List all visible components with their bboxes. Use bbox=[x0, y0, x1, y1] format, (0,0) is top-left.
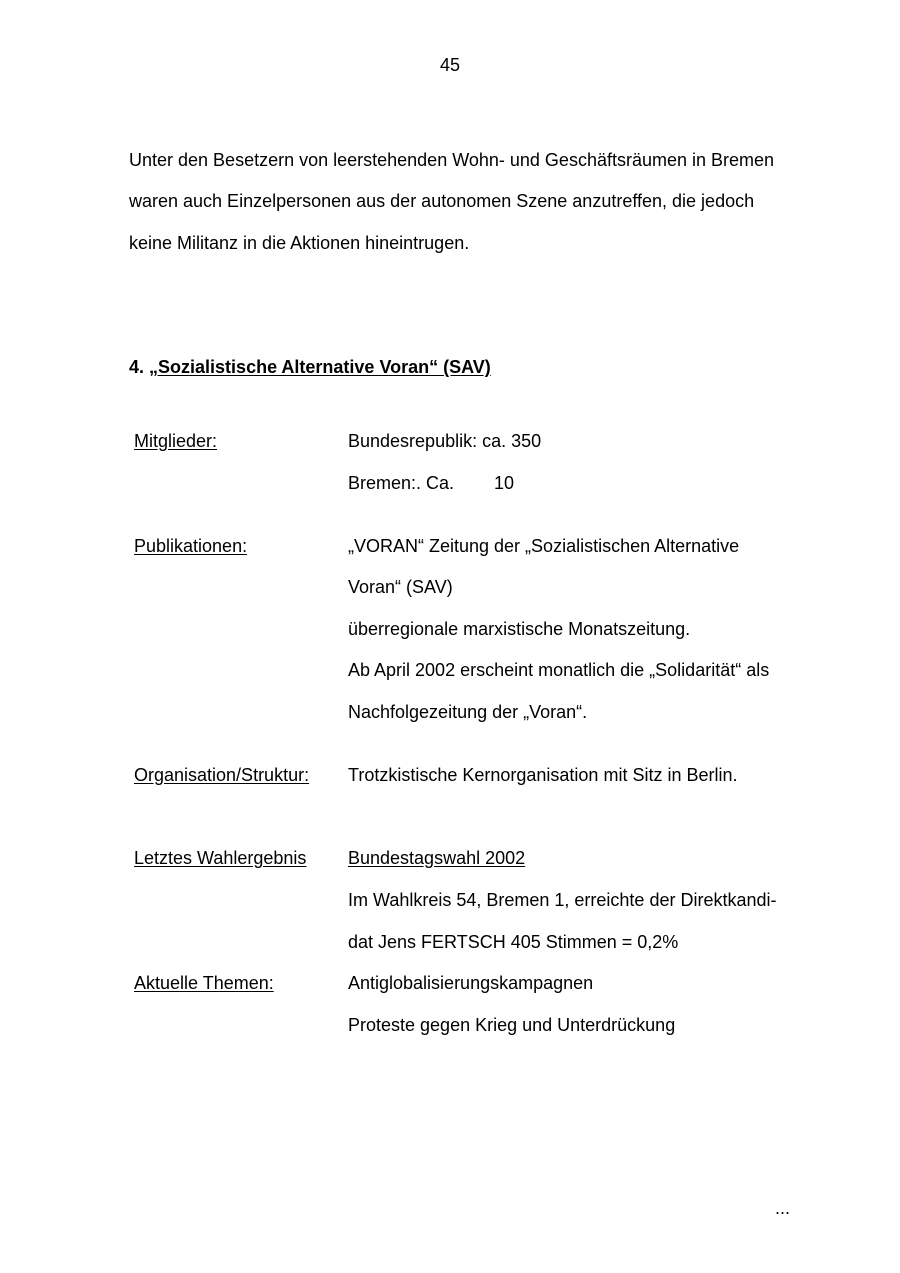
section-heading bbox=[129, 357, 491, 378]
publikationen-line-2: Voran“ (SAV) bbox=[348, 577, 453, 597]
publikationen-line-4: Ab April 2002 erscheint monatlich die „Solidarität“ als bbox=[348, 660, 770, 680]
section-title: „Sozialistische Alternative Voran“ (SAV) bbox=[149, 357, 491, 377]
label-wahlergebnis: Letztes Wahlergebnis bbox=[134, 848, 307, 868]
publikationen-line-3: überregionale marxistische Monatszeitung. bbox=[348, 619, 691, 639]
publikationen-line-1: „VORAN“ Zeitung der „Sozialistischen Alternative bbox=[348, 536, 740, 556]
publikationen-line-5: Nachfolgezeitung der „Voran“. bbox=[348, 702, 588, 722]
intro-line-2: waren auch Einzelpersonen aus der autonomen Szene anzutreffen, die jedoch bbox=[129, 191, 755, 211]
wahlergebnis-line-2: dat Jens FERTSCH 405 Stimmen = 0,2% bbox=[348, 932, 679, 952]
themen-line-2: Proteste gegen Krieg und Unterdrückung bbox=[348, 1015, 676, 1035]
organisation-value: Trotzkistische Kernorganisation mit Sitz in Berlin. bbox=[348, 765, 738, 785]
section-number: 4. bbox=[129, 357, 145, 377]
label-publikationen: Publikationen: bbox=[134, 536, 248, 556]
intro-line-3: keine Militanz in die Aktionen hineintrugen. bbox=[129, 233, 470, 253]
label-themen: Aktuelle Themen: bbox=[134, 973, 274, 993]
mitglieder-bremen-label: Bremen:. Ca. bbox=[348, 473, 455, 493]
page-number: 45 bbox=[440, 55, 461, 75]
mitglieder-bremen-value: 10 bbox=[494, 473, 515, 493]
themen-line-1: Antiglobalisierungskampagnen bbox=[348, 973, 594, 993]
wahlergebnis-subheading: Bundestagswahl 2002 bbox=[348, 848, 526, 868]
mitglieder-bremen bbox=[348, 472, 514, 494]
continuation-marker: ... bbox=[775, 1198, 791, 1218]
wahlergebnis-line-1: Im Wahlkreis 54, Bremen 1, erreichte der Direktkandi- bbox=[348, 890, 777, 910]
label-mitglieder: Mitglieder: bbox=[134, 431, 218, 451]
label-organisation: Organisation/Struktur: bbox=[134, 765, 310, 785]
intro-line-1: Unter den Besetzern von leerstehenden Wohn- und Geschäftsräumen in Bremen bbox=[129, 150, 775, 170]
mitglieder-bundesrepublik: Bundesrepublik: ca. 350 bbox=[348, 431, 542, 451]
